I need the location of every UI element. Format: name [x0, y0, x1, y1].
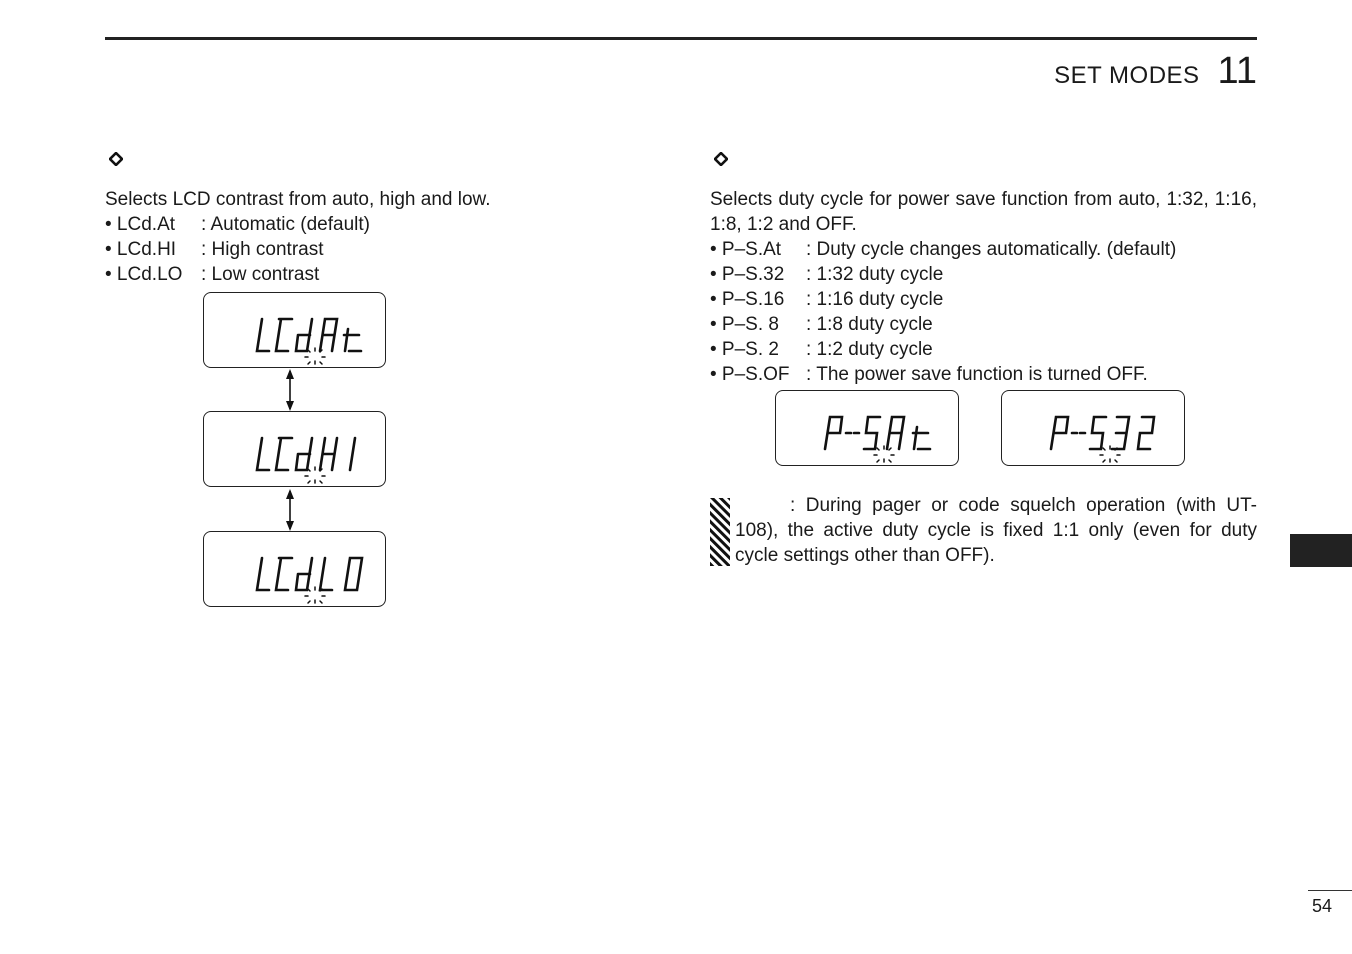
- segment-readout-icon: [204, 412, 387, 488]
- note-hatch-icon: [710, 498, 730, 566]
- option-desc: : The power save function is turned OFF.: [806, 364, 1148, 385]
- flash-icon: [305, 348, 325, 364]
- double-arrow-icon: [283, 368, 297, 412]
- lcd-display-psat: [775, 390, 959, 466]
- option-key: • LCd.At: [105, 214, 176, 235]
- option-key: • LCd.HI: [105, 239, 177, 260]
- option-desc: : Low contrast: [201, 264, 320, 285]
- lcd-contrast-intro: Selects LCD contrast from auto, high and low.: [105, 189, 491, 210]
- option-row: [710, 337, 1257, 362]
- double-arrow-icon: [283, 488, 297, 532]
- option-row: [710, 237, 1257, 262]
- section-number: 11: [1217, 50, 1257, 92]
- segment-readout-icon: [776, 391, 960, 467]
- option-key: • LCd.LO: [105, 264, 183, 285]
- option-desc: : High contrast: [201, 239, 324, 260]
- power-save-intro: Selects duty cycle for power save function from auto, 1:32, 1:16, 1:8, 1:2 and OFF.: [710, 189, 1257, 235]
- option-desc: : 1:8 duty cycle: [806, 314, 933, 335]
- lcd-display-lcdat: [203, 292, 386, 368]
- option-desc: : Automatic (default): [201, 214, 370, 235]
- option-key: • P–S. 2: [710, 339, 779, 360]
- option-row: [710, 262, 1257, 287]
- segment-readout-icon: [1002, 391, 1186, 467]
- option-desc: : Duty cycle changes automatically. (default): [806, 239, 1177, 260]
- flash-icon: [1100, 446, 1120, 462]
- option-key: • P–S.16: [710, 289, 785, 310]
- option-desc: : 1:16 duty cycle: [806, 289, 944, 310]
- top-rule: [105, 37, 1257, 40]
- option-row: [105, 262, 635, 287]
- flash-icon: [874, 446, 894, 462]
- page-number: 54: [1311, 896, 1332, 916]
- lcd-display-lcdlo: [203, 531, 386, 607]
- section-tab-marker: [1290, 534, 1352, 567]
- page-number-rule: [1308, 890, 1352, 891]
- note-text: : During pager or code squelch operation (with UT-108), the active duty cycle is fixed 1:1 only (even for duty cycle settings other than OFF).: [735, 495, 1257, 566]
- option-row: [710, 312, 1257, 337]
- option-key: • P–S.OF: [710, 364, 790, 385]
- diamond-icon: [714, 152, 728, 166]
- option-row: [105, 237, 635, 262]
- segment-readout-icon: [204, 532, 387, 608]
- flash-icon: [305, 467, 325, 483]
- lcd-contrast-section: [105, 146, 635, 287]
- flash-icon: [305, 587, 325, 603]
- option-row: [710, 362, 1257, 387]
- segment-readout-icon: [204, 293, 387, 369]
- option-row: [105, 212, 635, 237]
- option-key: • P–S. 8: [710, 314, 779, 335]
- diamond-icon: [109, 152, 123, 166]
- lcd-display-ps32: [1001, 390, 1185, 466]
- power-save-section: [710, 146, 1257, 387]
- option-desc: : 1:32 duty cycle: [806, 264, 944, 285]
- note: [710, 493, 1257, 568]
- option-key: • P–S.At: [710, 239, 782, 260]
- option-key: • P–S.32: [710, 264, 785, 285]
- option-row: [710, 287, 1257, 312]
- page-header: [1054, 50, 1257, 93]
- section-title: SET MODES: [1054, 62, 1200, 89]
- lcd-display-lcdhi: [203, 411, 386, 487]
- option-desc: : 1:2 duty cycle: [806, 339, 933, 360]
